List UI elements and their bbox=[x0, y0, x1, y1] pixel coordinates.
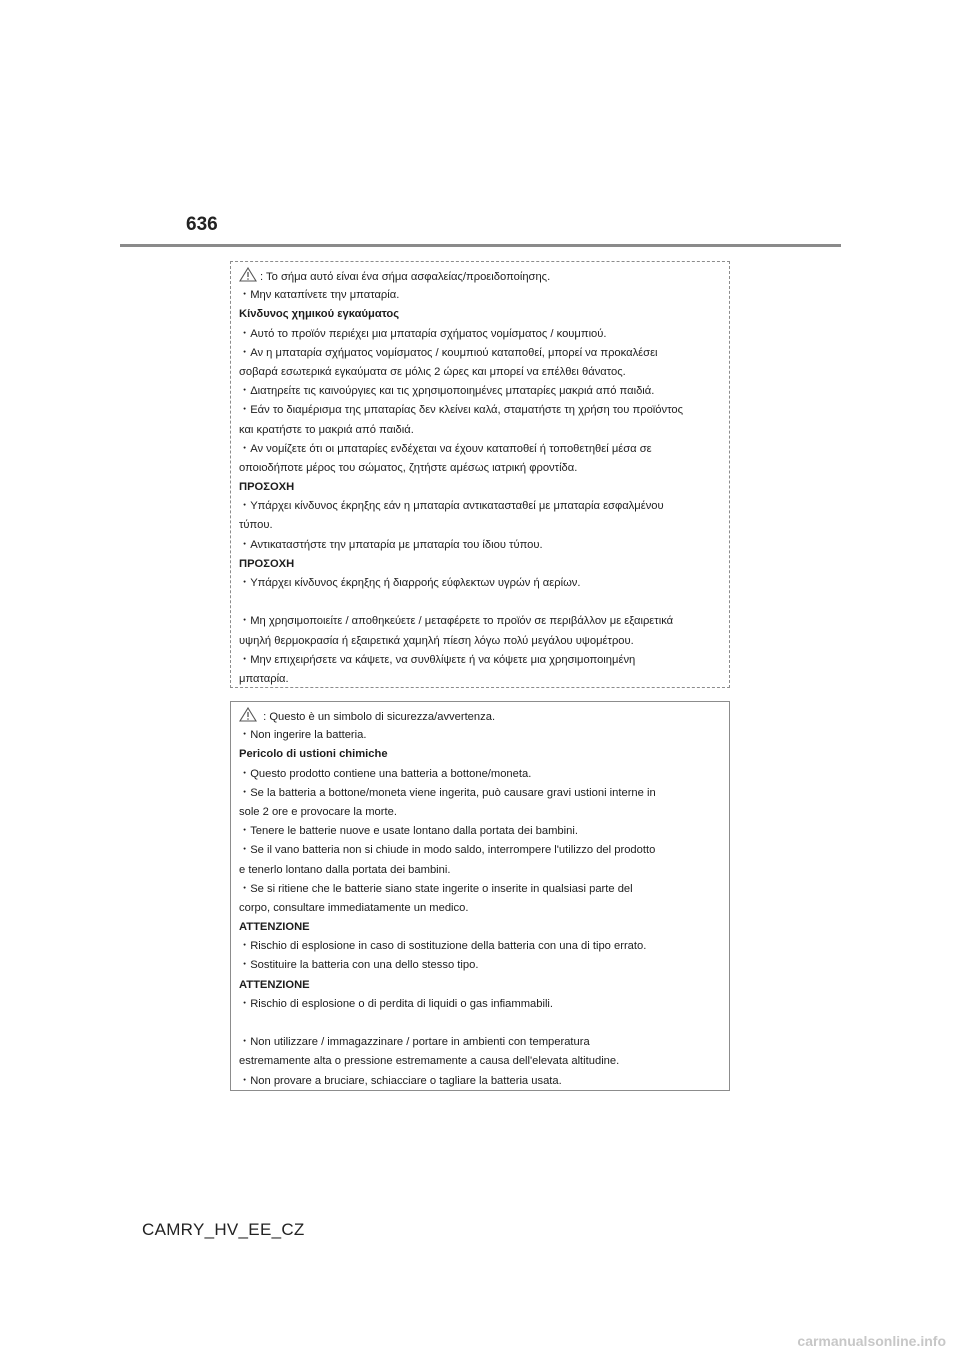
line-text: ・Se il vano batteria non si chiude in modo saldo, interrompere l'utilizzo del prodotto bbox=[239, 844, 656, 857]
warning-line bbox=[239, 612, 721, 631]
line-text: ATTENZIONE bbox=[239, 921, 310, 934]
section-heading bbox=[239, 555, 721, 574]
line-text: ΠΡΟΣΟΧΗ bbox=[239, 481, 295, 494]
line-text: sole 2 ore e provocare la morte. bbox=[239, 805, 397, 818]
warning-line bbox=[239, 822, 721, 841]
line-text: ・Non ingerire la batteria. bbox=[239, 729, 367, 742]
line-text: corpo, consultare immediatamente un medico. bbox=[239, 901, 469, 914]
line-text: ・Υπάρχει κίνδυνος έκρηξης εάν η μπαταρία αντικατασταθεί με μπαταρία εσφαλμένου bbox=[239, 500, 664, 513]
warning-line bbox=[239, 1014, 721, 1033]
warning-line bbox=[239, 382, 721, 401]
line-text: ATTENZIONE bbox=[239, 978, 310, 991]
section-heading bbox=[239, 305, 721, 324]
warning-line bbox=[239, 536, 721, 555]
line-text: ・Μη χρησιμοποιείτε / αποθηκεύετε / μεταφέρετε το προϊόν σε περιβάλλον με εξαιρετικά bbox=[239, 615, 674, 628]
document-code: CAMRY_HV_EE_CZ bbox=[142, 1220, 305, 1239]
warning-line bbox=[239, 899, 721, 918]
warning-line bbox=[239, 861, 721, 880]
line-text: ・Questo prodotto contiene una batteria a bottone/moneta. bbox=[239, 767, 532, 780]
line-text: οποιοδήποτε μέρος του σώματος, ζητήστε αμέσως ιατρική φροντίδα. bbox=[239, 461, 578, 474]
line-text: ・Non utilizzare / immagazzinare / portare in ambienti con temperatura bbox=[239, 1036, 590, 1049]
header-rule bbox=[120, 244, 841, 247]
warning-line bbox=[239, 707, 721, 726]
warning-line bbox=[239, 1072, 721, 1091]
line-text: ・Rischio di esplosione o di perdita di liquidi o gas infiammabili. bbox=[239, 997, 554, 1010]
line-text: e tenerlo lontano dalla portata dei bambini. bbox=[239, 863, 451, 876]
section-heading bbox=[239, 478, 721, 497]
line-text: ・Εάν το διαμέρισμα της μπαταρίας δεν κλείνει καλά, σταματήστε τη χρήση του προϊόντος bbox=[239, 404, 683, 417]
warning-line bbox=[239, 651, 721, 670]
line-text: ・Αυτό το προϊόν περιέχει μια μπαταρία σχήματος νομίσματος / κουμπιού. bbox=[239, 327, 607, 340]
line-text: : Το σήμα αυτό είναι ένα σήμα ασφαλείας/προειδοποίησης. bbox=[260, 271, 551, 283]
section-heading bbox=[239, 918, 721, 937]
warning-line bbox=[239, 670, 721, 689]
warning-line bbox=[239, 421, 721, 440]
warning-line bbox=[239, 401, 721, 420]
warning-line bbox=[239, 937, 721, 956]
line-text: ・Non provare a bruciare, schiacciare o tagliare la batteria usata. bbox=[239, 1074, 562, 1087]
line-text: ΠΡΟΣΟΧΗ bbox=[239, 557, 295, 570]
warning-line bbox=[239, 956, 721, 975]
section-heading bbox=[239, 976, 721, 995]
line-text: ・Sostituire la batteria con una dello stesso tipo. bbox=[239, 959, 479, 972]
warning-line bbox=[239, 574, 721, 593]
line-text: : Questo è un simbolo di sicurezza/avvertenza. bbox=[260, 711, 496, 723]
warning-line bbox=[239, 995, 721, 1014]
warning-line bbox=[239, 286, 721, 305]
greek-warning-box bbox=[230, 261, 730, 688]
warning-line bbox=[239, 325, 721, 344]
line-text: ・Se la batteria a bottone/moneta viene ingerita, può causare gravi ustioni interne in bbox=[239, 786, 656, 799]
warning-line bbox=[239, 1052, 721, 1071]
line-text: σοβαρά εσωτερικά εγκαύματα σε μόλις 2 ώρες και μπορεί να επέλθει θάνατος. bbox=[239, 365, 626, 378]
line-text: μπαταρία. bbox=[239, 672, 289, 685]
warning-line bbox=[239, 632, 721, 651]
line-text: ・Μην καταπίνετε την μπαταρία. bbox=[239, 289, 400, 302]
line-text: estremamente alta o pressione estremamente a causa dell'elevata altitudine. bbox=[239, 1055, 620, 1068]
line-text: ・Υπάρχει κίνδυνος έκρηξης ή διαρροής εύφλεκτων υγρών ή αερίων. bbox=[239, 577, 581, 589]
warning-line bbox=[239, 1033, 721, 1052]
warning-line bbox=[239, 497, 721, 516]
line-text: ・Αντικαταστήστε την μπαταρία με μπαταρία του ίδιου τύπου. bbox=[239, 538, 543, 551]
line-text: ・Rischio di esplosione in caso di sostituzione della batteria con una di tipo errato. bbox=[239, 940, 647, 953]
warning-triangle-icon bbox=[239, 267, 257, 282]
warning-line bbox=[239, 841, 721, 860]
line-text: ・Se si ritiene che le batterie siano state ingerite o inserite in qualsiasi parte del bbox=[239, 882, 633, 895]
warning-line bbox=[239, 765, 721, 784]
warning-line bbox=[239, 363, 721, 382]
line-text: ・Αν νομίζετε ότι οι μπαταρίες ενδέχεται να έχουν καταποθεί ή τοποθετηθεί μέσα σε bbox=[239, 442, 652, 455]
warning-line bbox=[239, 784, 721, 803]
watermark: carmanualsonline.info bbox=[797, 1333, 946, 1349]
line-text: ・Διατηρείτε τις καινούργιες και τις χρησιμοποιημένες μπαταρίες μακριά από παιδιά. bbox=[239, 385, 655, 398]
line-text: ・Αν η μπαταρία σχήματος νομίσματος / κουμπιού καταποθεί, μπορεί να προκαλέσει bbox=[239, 346, 658, 359]
warning-line bbox=[239, 593, 721, 612]
line-text: τύπου. bbox=[239, 519, 273, 532]
warning-line bbox=[239, 344, 721, 363]
warning-line bbox=[239, 516, 721, 535]
line-text: Κίνδυνος χημικού εγκαύματος bbox=[239, 308, 400, 321]
line-text: ・Μην επιχειρήσετε να κάψετε, να συνθλίψετε ή να κόψετε μια χρησιμοποιημένη bbox=[239, 653, 636, 666]
warning-line bbox=[239, 726, 721, 745]
line-text: ・Tenere le batterie nuove e usate lontano dalla portata dei bambini. bbox=[239, 825, 578, 838]
line-text: Pericolo di ustioni chimiche bbox=[239, 748, 388, 761]
warning-line bbox=[239, 440, 721, 459]
warning-line bbox=[239, 459, 721, 478]
italian-warning-box bbox=[230, 701, 730, 1091]
warning-line bbox=[239, 880, 721, 899]
warning-line bbox=[239, 267, 721, 286]
line-text: υψηλή θερμοκρασία ή εξαιρετικά χαμηλή πίεση λόγω πολύ μεγάλου υψομέτρου. bbox=[239, 634, 634, 647]
warning-triangle-icon bbox=[239, 707, 257, 722]
warning-line bbox=[239, 803, 721, 822]
section-heading bbox=[239, 745, 721, 764]
page-number: 636 bbox=[186, 214, 218, 235]
line-text: και κρατήστε το μακριά από παιδιά. bbox=[239, 423, 414, 436]
